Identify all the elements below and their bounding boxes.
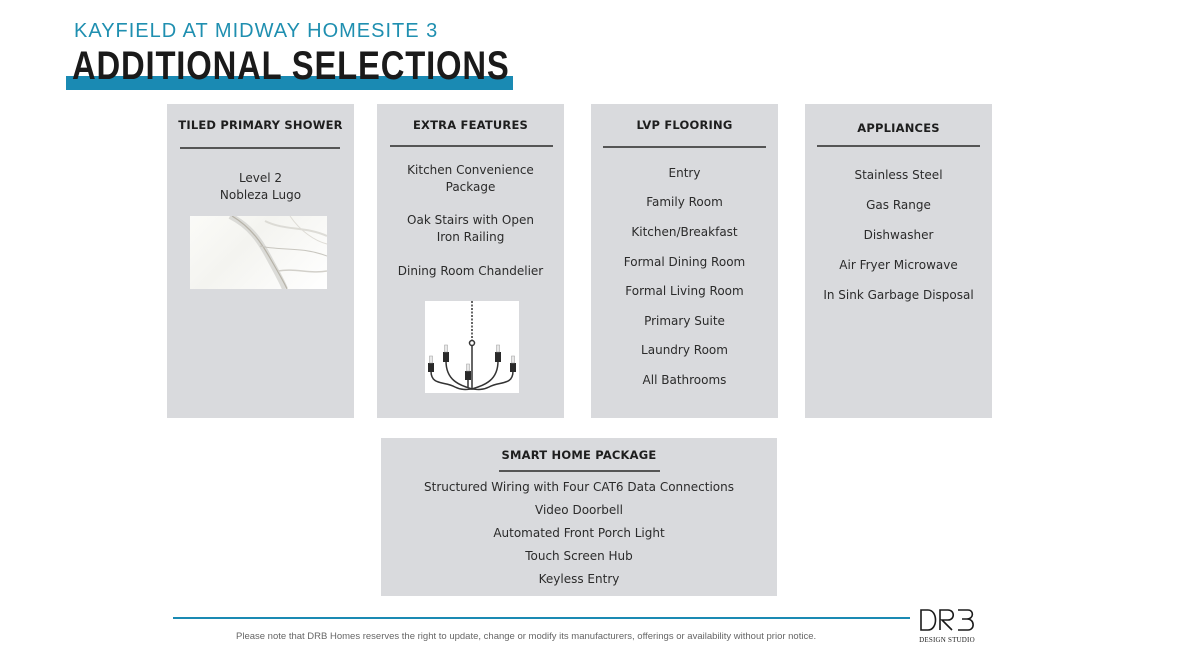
shower-level: Level 2 [238, 171, 283, 185]
list-item: Laundry Room [641, 343, 728, 357]
chandelier-image [425, 301, 519, 393]
list-item: Keyless Entry [538, 572, 620, 586]
list-item: Touch Screen Hub [525, 549, 633, 563]
list-item: Video Doorbell [535, 503, 623, 517]
list-item: Family Room [646, 195, 723, 209]
heading-divider [499, 470, 660, 472]
card-heading: SMART HOME PACKAGE [501, 448, 657, 462]
card-heading: EXTRA FEATURES [412, 118, 529, 132]
card-appliances [805, 104, 992, 418]
list-item: Automated Front Porch Light [493, 526, 665, 540]
drb-logo-icon [918, 608, 976, 632]
list-item: Dining Room Chandelier [397, 264, 544, 278]
list-item: Oak Stairs with Open Iron Railing [407, 213, 534, 244]
list-item: Structured Wiring with Four CAT6 Data Connections [424, 480, 734, 494]
list-item: All Bathrooms [642, 373, 727, 387]
list-item: Stainless Steel [854, 168, 943, 182]
heading-divider [390, 145, 553, 147]
disclaimer-note: Please note that DRB Homes reserves the right to update, change or modify its manufacturers, offerings or availability without prior notice. [236, 631, 817, 642]
list-item: Primary Suite [644, 314, 725, 328]
logo-subtitle: DESIGN STUDIO [919, 636, 975, 644]
card-lvp-flooring [591, 104, 778, 418]
card-heading: LVP FLOORING [636, 118, 733, 132]
heading-divider [603, 146, 766, 148]
page-title: ADDITIONAL SELECTIONS [72, 44, 510, 88]
list-item: Kitchen/Breakfast [631, 225, 738, 239]
drb-design-studio-logo [917, 608, 977, 644]
shower-tile-name: Nobleza Lugo [219, 188, 302, 202]
card-tiled-primary-shower [167, 104, 354, 418]
card-smart-home-package [381, 438, 777, 596]
chandelier-icon [425, 301, 519, 393]
card-extra-features [377, 104, 564, 418]
list-item: In Sink Garbage Disposal [823, 288, 974, 302]
list-item: Gas Range [866, 198, 931, 212]
list-item: Air Fryer Microwave [839, 258, 958, 272]
subtitle: KAYFIELD AT MIDWAY HOMESITE 3 [74, 20, 439, 42]
card-heading: APPLIANCES [857, 121, 940, 135]
list-item: Dishwasher [863, 228, 934, 242]
list-item: Kitchen Convenience Package [407, 163, 534, 194]
list-item: Entry [668, 166, 701, 180]
heading-divider [180, 147, 340, 149]
marble-tile-image [190, 216, 327, 289]
list-item: Formal Living Room [625, 284, 744, 298]
footer-divider [173, 617, 910, 619]
list-item: Formal Dining Room [623, 255, 746, 269]
card-heading: TILED PRIMARY SHOWER [178, 118, 343, 132]
heading-divider [817, 145, 980, 147]
